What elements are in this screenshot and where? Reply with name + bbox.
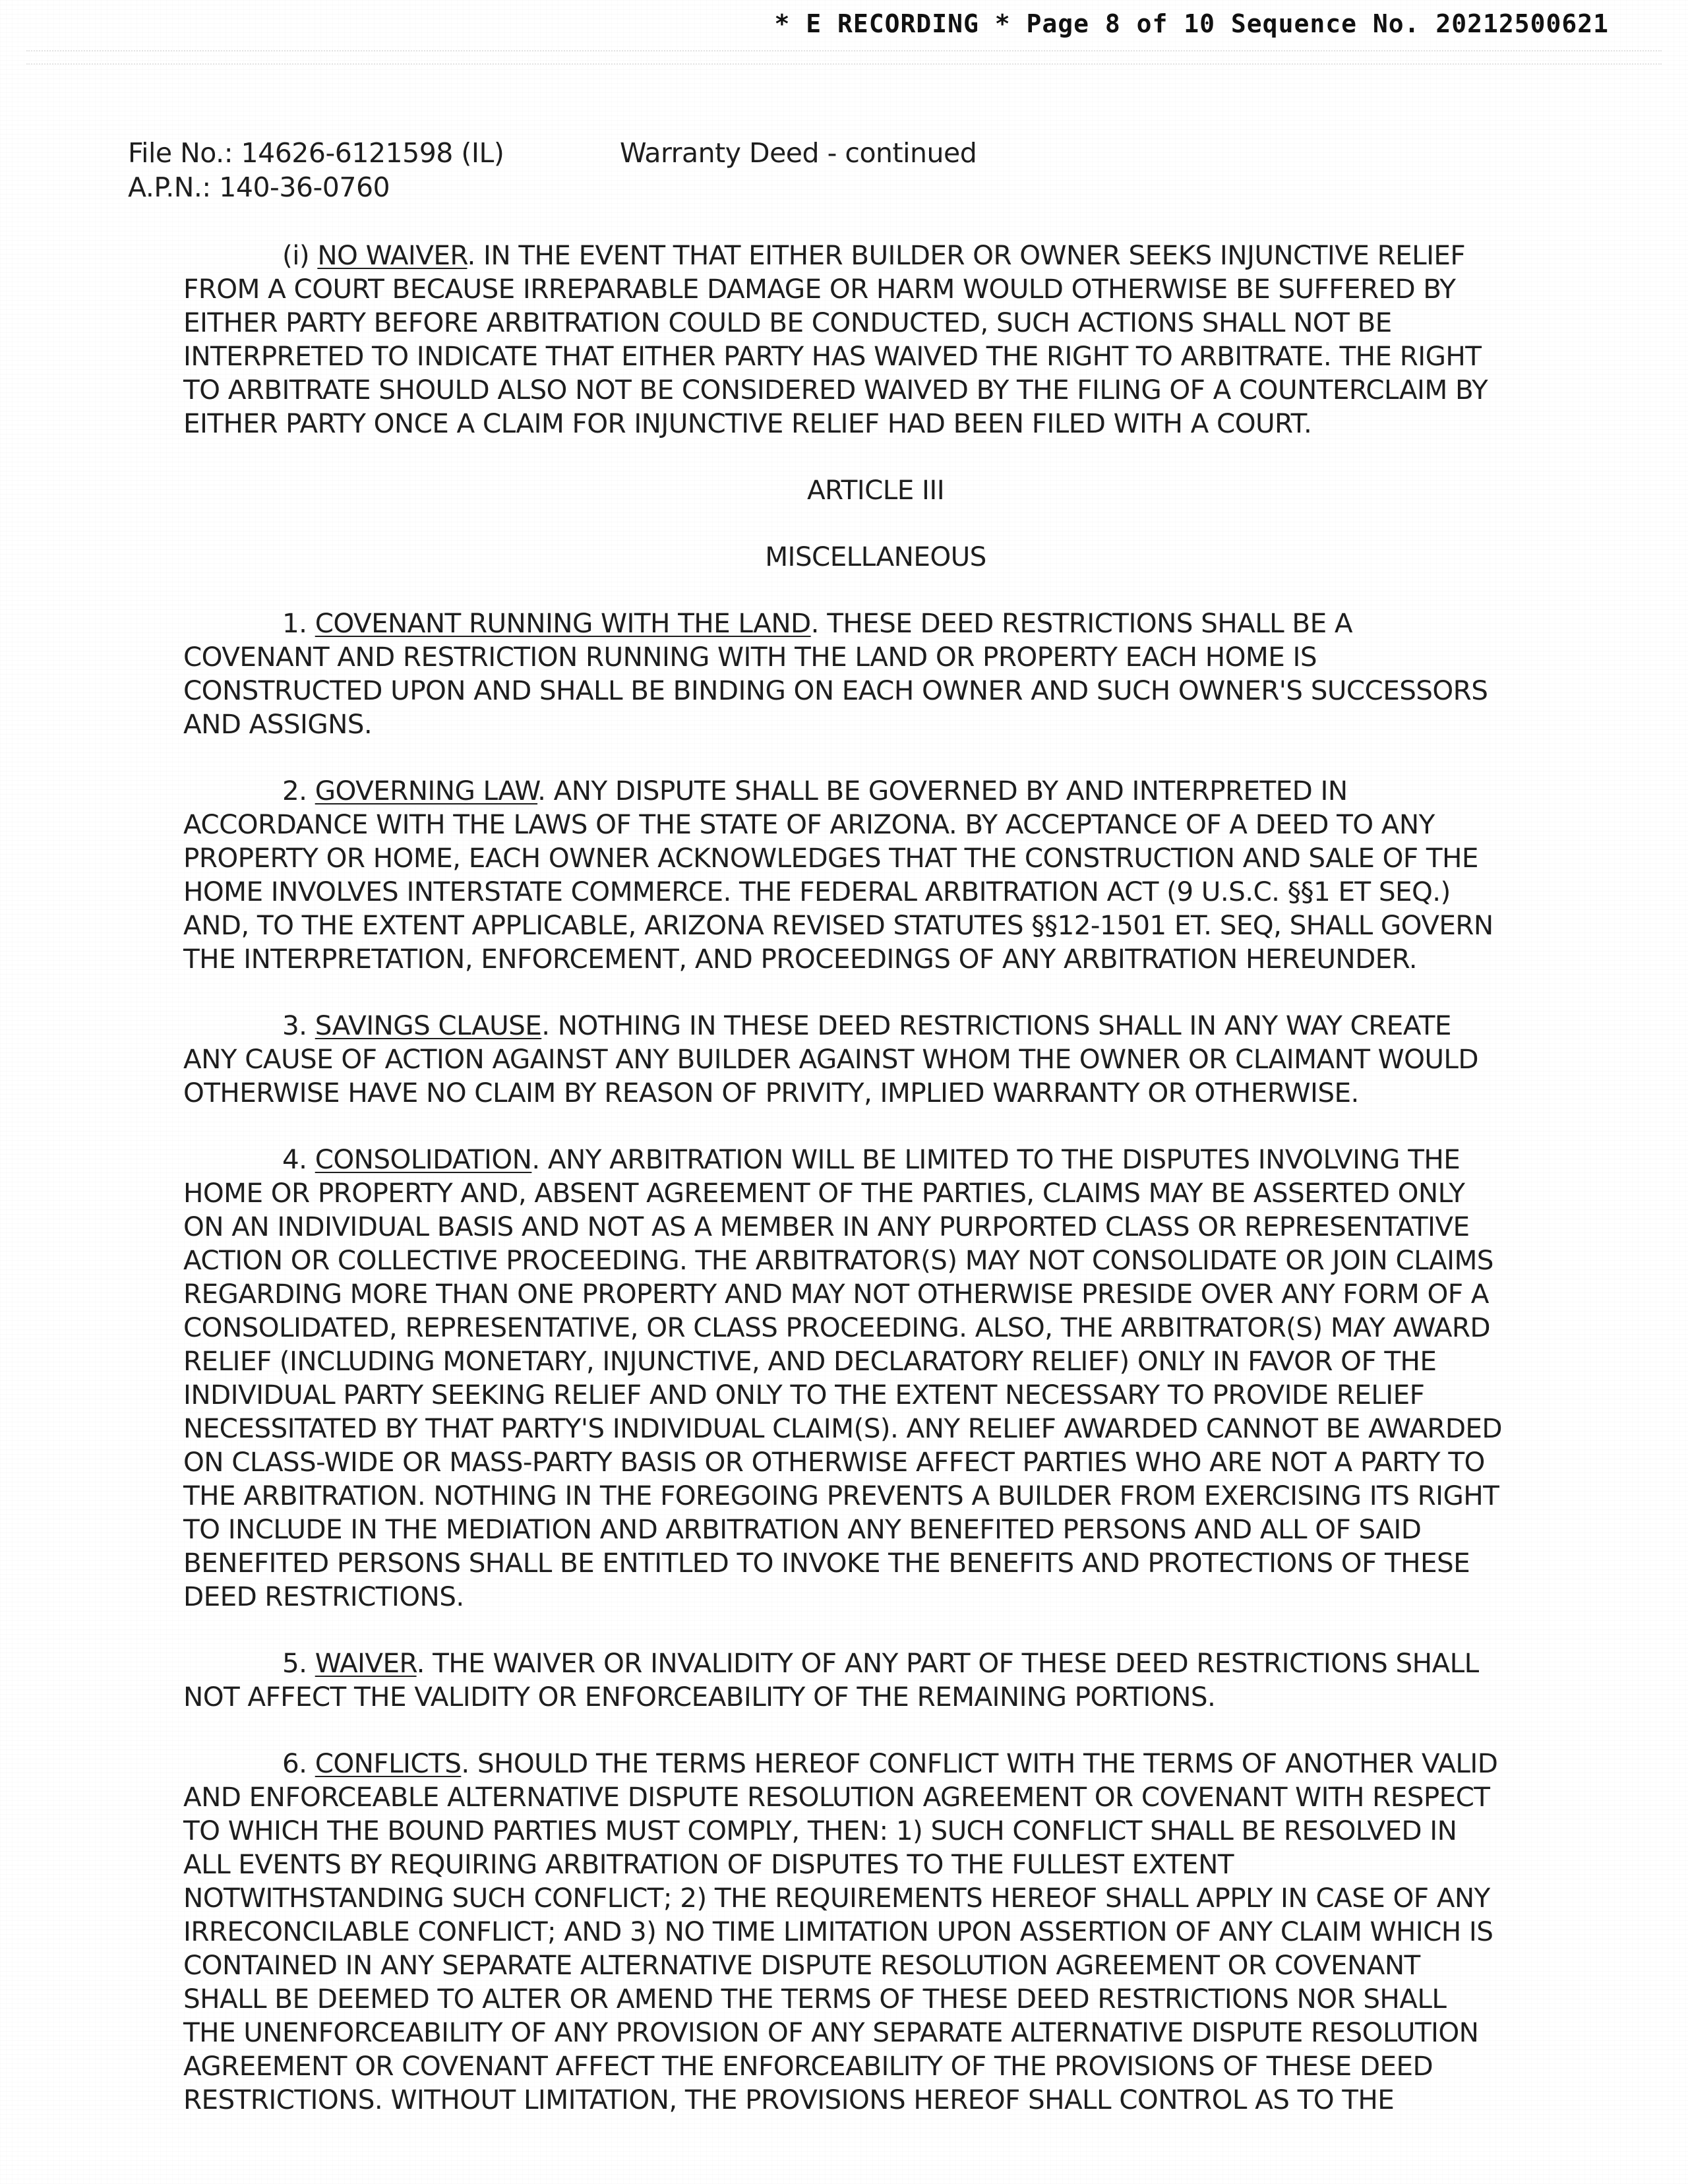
article-subheading: MISCELLANEOUS	[765, 541, 986, 572]
file-number: File No.: 14626-6121598 (IL)	[128, 137, 504, 169]
file-info	[128, 136, 504, 204]
document-body	[183, 239, 1502, 2150]
section-text: . THESE DEED RESTRICTIONS SHALL BE A COVENANT AND RESTRICTION RUNNING WITH THE LAND OR PROPERTY EACH HOME IS CONSTRUCTED UPON AND SHALL BE BINDING ON EACH OWNER AND SUCH OWNER'S SUCCESSORS AND ASSIGNS.	[183, 607, 1488, 740]
section-waiver	[183, 1647, 1502, 1714]
header-divider	[26, 50, 1662, 51]
header-divider-secondary	[26, 63, 1662, 65]
section-text: . THE WAIVER OR INVALIDITY OF ANY PART OF THESE DEED RESTRICTIONS SHALL NOT AFFECT THE VALIDITY OR ENFORCEABILITY OF THE REMAINING PORTIONS.	[183, 1647, 1479, 1713]
section-number: 3.	[282, 1010, 315, 1041]
section-conflicts	[183, 1747, 1502, 2117]
paragraph-prefix: (i)	[282, 239, 318, 271]
section-consolidation	[183, 1143, 1502, 1614]
section-governing-law	[183, 774, 1502, 976]
section-number: 2.	[282, 775, 315, 806]
section-title: CONFLICTS	[315, 1747, 462, 1779]
paragraph-no-waiver	[183, 239, 1502, 440]
section-text: . ANY DISPUTE SHALL BE GOVERNED BY AND INTERPRETED IN ACCORDANCE WITH THE LAWS OF THE STATE OF ARIZONA. BY ACCEPTANCE OF A DEED TO ANY PROPERTY OR HOME, EACH OWNER ACKNOWLEDGES THAT THE CONSTRUCTION AND SALE OF THE HOME INVOLVES INTERSTATE COMMERCE. THE FEDERAL ARBITRATION ACT (9 U.S.C. §§1 ET SEQ.) AND, TO THE EXTENT APPLICABLE, ARIZONA REVISED STATUTES §§12-1501 ET. SEQ, SHALL GOVERN THE INTERPRETATION, ENFORCEMENT, AND PROCEEDINGS OF ANY ARBITRATION HEREUNDER.	[183, 775, 1493, 975]
document-title: Warranty Deed - continued	[620, 137, 977, 169]
section-text: . NOTHING IN THESE DEED RESTRICTIONS SHALL IN ANY WAY CREATE ANY CAUSE OF ACTION AGAINST ANY BUILDER AGAINST WHOM THE OWNER OR CLAIMANT WOULD OTHERWISE HAVE NO CLAIM BY REASON OF PRIVITY, IMPLIED WARRANTY OR OTHERWISE.	[183, 1010, 1478, 1108]
apn-number: A.P.N.: 140-36-0760	[128, 171, 390, 203]
section-title: CONSOLIDATION	[315, 1143, 532, 1175]
section-savings-clause	[183, 1009, 1502, 1110]
recording-header: * E RECORDING * Page 8 of 10 Sequence No. 20212500621	[774, 9, 1609, 38]
section-title: SAVINGS CLAUSE	[315, 1010, 542, 1041]
section-number: 4.	[282, 1143, 315, 1175]
section-text: . ANY ARBITRATION WILL BE LIMITED TO THE DISPUTES INVOLVING THE HOME OR PROPERTY AND, ABSENT AGREEMENT OF THE PARTIES, CLAIMS MAY BE ASSERTED ONLY ON AN INDIVIDUAL BASIS AND NOT AS A MEMBER IN ANY PURPORTED CLASS OR REPRESENTATIVE ACTION OR COLLECTIVE PROCEEDING. THE ARBITRATOR(S) MAY NOT CONSOLIDATE OR JOIN CLAIMS REGARDING MORE THAN ONE PROPERTY AND MAY NOT OTHERWISE PRESIDE OVER ANY FORM OF A CONSOLIDATED, REPRESENTATIVE, OR CLASS PROCEEDING. ALSO, THE ARBITRATOR(S) MAY AWARD RELIEF (INCLUDING MONETARY, INJUNCTIVE, AND DECLARATORY RELIEF) ONLY IN FAVOR OF THE INDIVIDUAL PARTY SEEKING RELIEF AND ONLY TO THE EXTENT NECESSARY TO PROVIDE RELIEF NECESSITATED BY THAT PARTY'S INDIVIDUAL CLAIM(S). ANY RELIEF AWARDED CANNOT BE AWARDED ON CLASS-WIDE OR MASS-PARTY BASIS OR OTHERWISE AFFECT PARTIES WHO ARE NOT A PARTY TO THE ARBITRATION. NOTHING IN THE FOREGOING PREVENTS A BUILDER FROM EXERCISING ITS RIGHT TO INCLUDE IN THE MEDIATION AND ARBITRATION ANY BENEFITED PERSONS AND ALL OF SAID BENEFITED PERSONS SHALL BE ENTITLED TO INVOKE THE BENEFITS AND PROTECTIONS OF THESE DEED RESTRICTIONS.	[183, 1143, 1502, 1612]
section-title: WAIVER	[315, 1647, 417, 1679]
section-title: COVENANT RUNNING WITH THE LAND	[315, 607, 811, 639]
section-covenant	[183, 607, 1502, 741]
section-number: 6.	[282, 1747, 315, 1779]
section-number: 5.	[282, 1647, 315, 1679]
section-number: 1.	[282, 607, 315, 639]
paragraph-title: NO WAIVER	[317, 239, 467, 271]
section-text: . SHOULD THE TERMS HEREOF CONFLICT WITH THE TERMS OF ANOTHER VALID AND ENFORCEABLE ALTERNATIVE DISPUTE RESOLUTION AGREEMENT OR COVENANT WITH RESPECT TO WHICH THE BOUND PARTIES MUST COMPLY, THEN: 1) SUCH CONFLICT SHALL BE RESOLVED IN ALL EVENTS BY REQUIRING ARBITRATION OF DISPUTES TO THE FULLEST EXTENT NOTWITHSTANDING SUCH CONFLICT; 2) THE REQUIREMENTS HEREOF SHALL APPLY IN CASE OF ANY IRRECONCILABLE CONFLICT; AND 3) NO TIME LIMITATION UPON ASSERTION OF ANY CLAIM WHICH IS CONTAINED IN ANY SEPARATE ALTERNATIVE DISPUTE RESOLUTION AGREEMENT OR COVENANT SHALL BE DEEMED TO ALTER OR AMEND THE TERMS OF THESE DEED RESTRICTIONS NOR SHALL THE UNENFORCEABILITY OF ANY PROVISION OF ANY SEPARATE ALTERNATIVE DISPUTE RESOLUTION AGREEMENT OR COVENANT AFFECT THE ENFORCEABILITY OF THE PROVISIONS OF THESE DEED RESTRICTIONS. WITHOUT LIMITATION, THE PROVISIONS HEREOF SHALL CONTROL AS TO THE	[183, 1747, 1498, 2115]
article-heading: ARTICLE III	[806, 474, 945, 506]
paragraph-text: . IN THE EVENT THAT EITHER BUILDER OR OWNER SEEKS INJUNCTIVE RELIEF FROM A COURT BECAUSE IRREPARABLE DAMAGE OR HARM WOULD OTHERWISE BE SUFFERED BY EITHER PARTY BEFORE ARBITRATION COULD BE CONDUCTED, SUCH ACTIONS SHALL NOT BE INTERPRETED TO INDICATE THAT EITHER PARTY HAS WAIVED THE RIGHT TO ARBITRATE. THE RIGHT TO ARBITRATE SHOULD ALSO NOT BE CONSIDERED WAIVED BY THE FILING OF A COUNTERCLAIM BY EITHER PARTY ONCE A CLAIM FOR INJUNCTIVE RELIEF HAD BEEN FILED WITH A COURT.	[183, 239, 1488, 439]
section-title: GOVERNING LAW	[315, 775, 538, 806]
